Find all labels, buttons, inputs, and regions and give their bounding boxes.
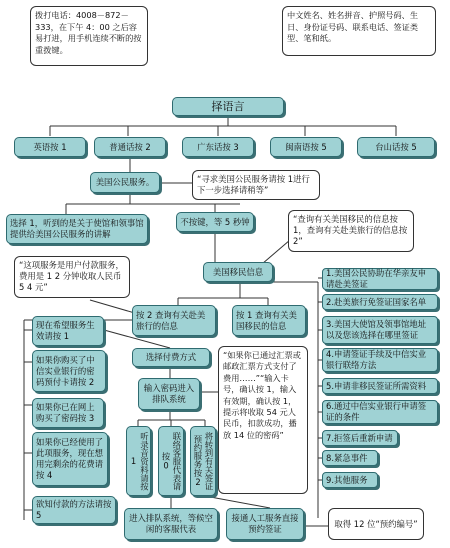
- language-english-node: 英语按 1: [14, 137, 86, 157]
- visa-appointment-transfer-node: 将转到有关签证预约服务按2: [190, 426, 216, 496]
- language-minnan-node: 闽南语按 5: [270, 137, 342, 157]
- fee-prompt-bubble: “这项服务是用户付款服务，费用是 1 2 分钟收取人民币 5 4 元”: [14, 256, 130, 298]
- language-mandarin-node: 普通话按 2: [94, 137, 166, 157]
- bought-online-node: 如果你已在网上购买了密码按 3: [32, 398, 104, 428]
- contact-agent-node: 联络客服代表请按0: [158, 426, 184, 496]
- dial-instructions-note: 拨打电话：4008－872－333，在下午 4：00 之后容易打进，用手机连续不断的按重拨键。: [30, 6, 148, 66]
- list-item-visa-procedure: 4.申请签证手续及中信实业银行联络方法: [322, 348, 438, 372]
- manual-booking-node: 接通人工服务直接预约签证: [226, 508, 304, 540]
- list-item-us-citizen-relatives: 1.美国公民协助在华亲友申请赴美签证: [322, 268, 438, 290]
- immigration-info-node: 美国移民信息: [203, 262, 273, 282]
- immigration-prompt-bubble: “查询有关美国移民的信息按 1，查询有关赴美旅行的信息按 2”: [288, 210, 414, 252]
- list-item-citic-conditions: 6.通过中信实业银行申请签证的条件: [322, 400, 438, 424]
- choose-payment-node: 选择付费方式: [132, 348, 210, 367]
- already-used-service-node: 如果你已经使用了此项服务，现在想用完剩余的花费请按 4: [32, 432, 108, 486]
- required-materials-note: 中文姓名、姓名拼音、护照号码、生日、身份证号码、联系电话、签证类型、笔和纸。: [282, 6, 436, 56]
- list-item-reapply: 7.拒签后重新申请: [322, 430, 398, 446]
- list-item-emergency: 8.紧急事件: [322, 450, 378, 466]
- list-item-visa-waiver-countries: 2.赴美旅行免签证国家名单: [322, 294, 438, 310]
- appointment-number-bubble: 取得 12 位“预约编号”: [328, 508, 424, 540]
- us-citizen-service-node: 美国公民服务。: [90, 172, 160, 193]
- us-citizen-prompt-bubble: “寻求美国公民服务请按 1进行下一步选择请稍等”: [192, 170, 320, 200]
- press2-travel-node: 按 2 查询有关赴美旅行的信息: [132, 305, 216, 336]
- record-info-node: 听录音资料请按1: [126, 426, 151, 496]
- learn-payment-method-node: 欲知付款的方法请按 5: [32, 496, 116, 524]
- hope-service-node: 现在希望服务生效请按 1: [32, 316, 104, 346]
- list-item-nonimmigrant-materials: 5.申请非移民签证所需资料: [322, 378, 438, 394]
- language-taishan-node: 台山话按 5: [357, 137, 435, 157]
- choose-language-node: 择语言: [172, 97, 284, 116]
- payment-steps-bubble: “如果你已通过汇票或邮政汇票方式支付了费用……”“输入卡号，确认按 1，输入有效期，确认按 1，提示将收取 54 元人民币，扣款成功，播放 14 位的密码”: [218, 346, 308, 494]
- option1-description-node: 选择 1，听到的是关于使馆和领事馆提供给美国公民服务的讲解: [6, 214, 148, 244]
- list-item-other-services: 9.其他服务: [322, 472, 378, 488]
- list-item-embassy-address: 3.美国大使馆及领事馆地址以及您该选择在哪里签证: [322, 316, 438, 344]
- queue-wait-agent-node: 进入排队系统，等候空闲的客服代表: [124, 508, 218, 540]
- bought-citic-card-node: 如果你购买了中信实业银行的密码预付卡请按 2: [32, 350, 106, 392]
- no-keypress-wait-node: 不按键，等 5 秒钟: [176, 212, 254, 232]
- press1-immigration-node: 按 1 查询有关美国移民的信息: [232, 305, 306, 336]
- password-queue-node: 输入密码进入排队系统: [138, 378, 200, 410]
- language-cantonese-node: 广东话按 3: [182, 137, 254, 157]
